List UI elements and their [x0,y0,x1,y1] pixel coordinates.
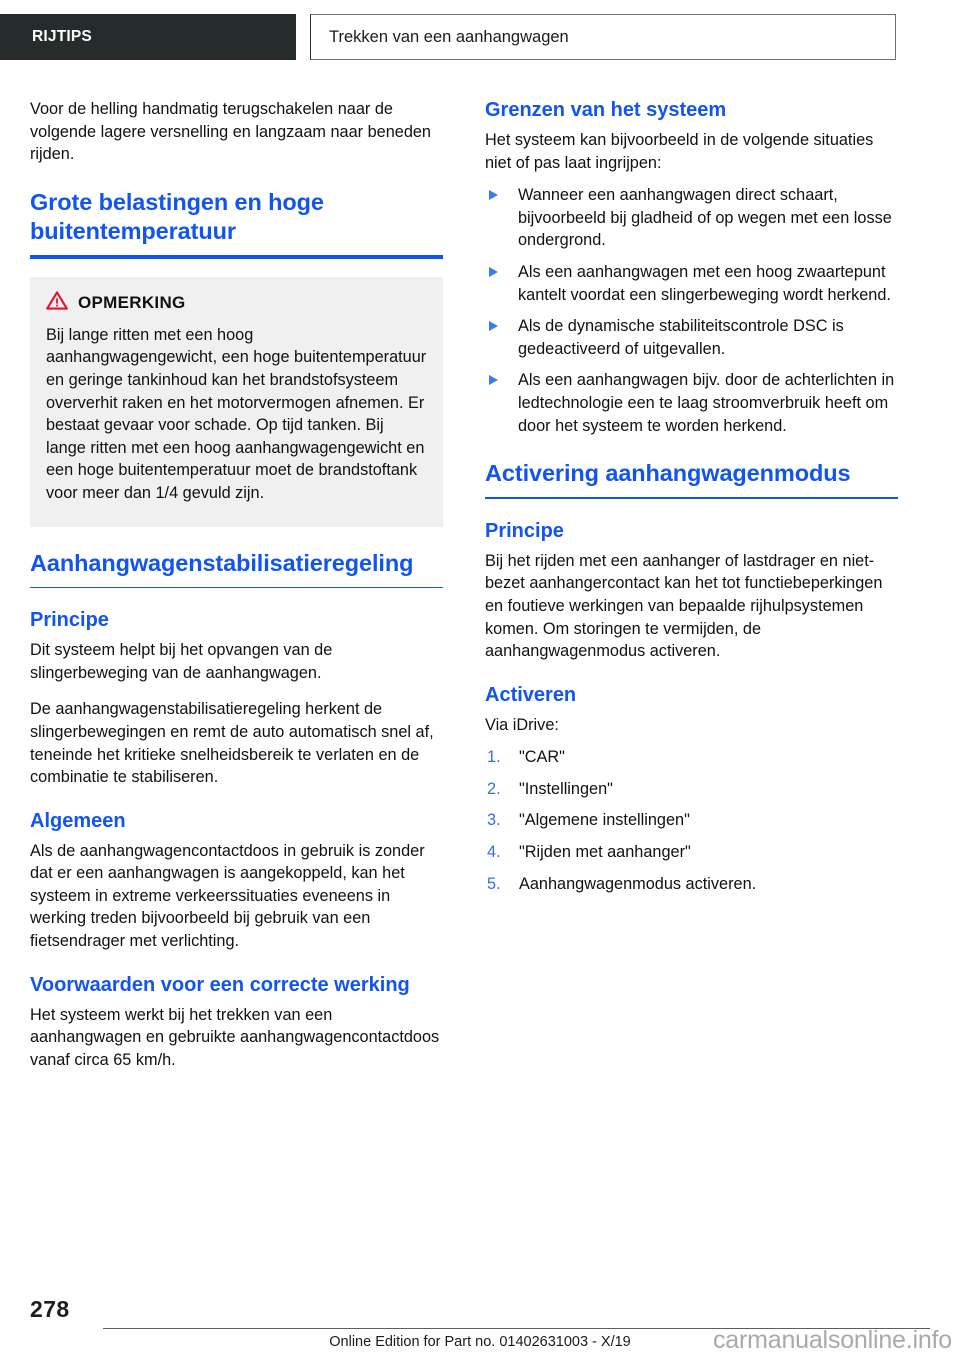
subheading-voorwaarden: Voorwaarden voor een correcte werking [30,973,410,996]
section-rule [30,255,443,259]
triangle-bullet-icon [489,375,498,385]
list-item: "Rijden met aanhanger" [519,843,691,862]
header-chapter-label: RIJTIPS [0,14,296,60]
section-rule [30,587,443,589]
footer-edition-text: Online Edition for Part no. 01402631003 - X/19 [329,1334,631,1350]
header-topic-title: Trekken van een aanhangwagen [310,14,896,60]
triangle-bullet-icon [489,321,498,331]
triangle-bullet-icon [489,190,498,200]
section-rule [485,497,898,499]
list-item [485,315,898,360]
right-column [485,98,898,904]
note-body-text: Bij lange ritten met een hoog aanhangwagengewicht, een hoge buitentemperatuur en geringe tankinhoud kan het brandstofsysteem oververhit raken en het motorvermogen afnemen. Er bestaat gevaar voor schade. Op tijd tanken. Bij lange ritten met een hoog aanhangwagengewicht en een hoge buitentemperatuur moet de brandstoftank voor meer dan 1/4 gevuld zijn. [46,325,427,502]
list-item [485,369,898,437]
principe-paragraph-2: De aanhangwagenstabilisatieregeling herkent de slingerbewegingen en remt de auto automatisch snel af, teneinde het kritieke snelheidsbereik te verlaten en de combinatie te stabiliseren. [30,700,434,787]
left-column [30,98,443,1085]
list-item: "Instellingen" [519,779,613,798]
grenzen-intro-paragraph: Het systeem kan bijvoorbeeld in de volgende situaties niet of pas laat ingrijpen: [485,131,874,172]
grenzen-bullet-list [485,184,898,437]
warning-triangle-icon [46,291,68,315]
note-header [46,291,427,315]
list-item-text: Als de dynamische stabiliteitscontrole DSC is gedeactiveerd of uitgevallen. [518,317,844,358]
page-header [0,14,960,60]
triangle-bullet-icon [489,267,498,277]
activeren-intro-paragraph: Via iDrive: [485,715,559,734]
subheading-principe: Principe [485,519,564,542]
intro-paragraph: Voor de helling handmatig terugschakelen naar de volgende lagere versnelling en langzaam naar beneden rijden. [30,100,431,164]
algemeen-paragraph-1: Als de aanhangwagencontactdoos in gebruik is zonder dat er een aanhangwagen is aangekoppeld, kan het systeem in extreme verkeerssituaties eveneens in werking treden bijvoorbeeld bij gebruik van een fietsendrager met verlichting. [30,841,425,951]
subheading-activeren: Activeren [485,683,577,706]
list-item-text: Als een aanhangwagen bijv. door de achterlichten in ledtechnologie een te laag stroomverbruik heeft om door het systeem te worden herkend. [518,371,895,435]
section-heading-activering-aanhangwagenmodus: Activering aanhangwagenmodus [485,460,851,487]
subheading-algemeen: Algemeen [30,809,126,832]
subheading-principe: Principe [30,609,109,632]
list-item-text: Als een aanhangwagen met een hoog zwaartepunt kantelt voordat een slingerbeweging wordt herkend. [518,262,891,304]
list-item: "CAR" [519,748,565,767]
list-item [485,261,898,306]
voorwaarden-paragraph-1: Het systeem werkt bij het trekken van een aanhangwagen en gebruikte aanhangwagencontactdoos vanaf circa 65 km/h. [30,1005,440,1069]
watermark-text: carmanualsonline.info [712,1326,952,1354]
list-item: "Algemene instellingen" [519,811,690,830]
activeren-step-list [485,746,898,895]
section-heading-grote-belastingen: Grote belastingen en hoge buitentemperatuur [30,188,324,244]
page-number: 278 [30,1296,70,1322]
note-box-opmerking [30,277,443,527]
section-heading-aanhangwagenstabilisatieregeling: Aanhangwagenstabilisatierege​ling [30,549,414,576]
list-item-text: Wanneer een aanhangwagen direct schaart, bijvoorbeeld bij gladheid of op wegen met een losse ondergrond. [518,186,892,250]
note-title: OPMERKING [78,292,186,312]
list-item [485,184,898,252]
subheading-grenzen-van-het-systeem: Grenzen van het systeem [485,99,727,121]
principe-paragraph-1: Bij het rijden met een aanhanger of lastdrager en niet-bezet aanhangercontact kan het tot functiebeperkingen en foutieve werkingen van bepaalde rijhulpsystemen komen. Om storingen te vermijden, de aanhangwagenmodus activeren. [485,551,883,661]
principe-paragraph-1: Dit systeem helpt bij het opvangen van de slingerbeweging van de aanhangwagen. [30,641,333,682]
list-item: Aanhangwagenmodus activeren. [519,874,757,893]
